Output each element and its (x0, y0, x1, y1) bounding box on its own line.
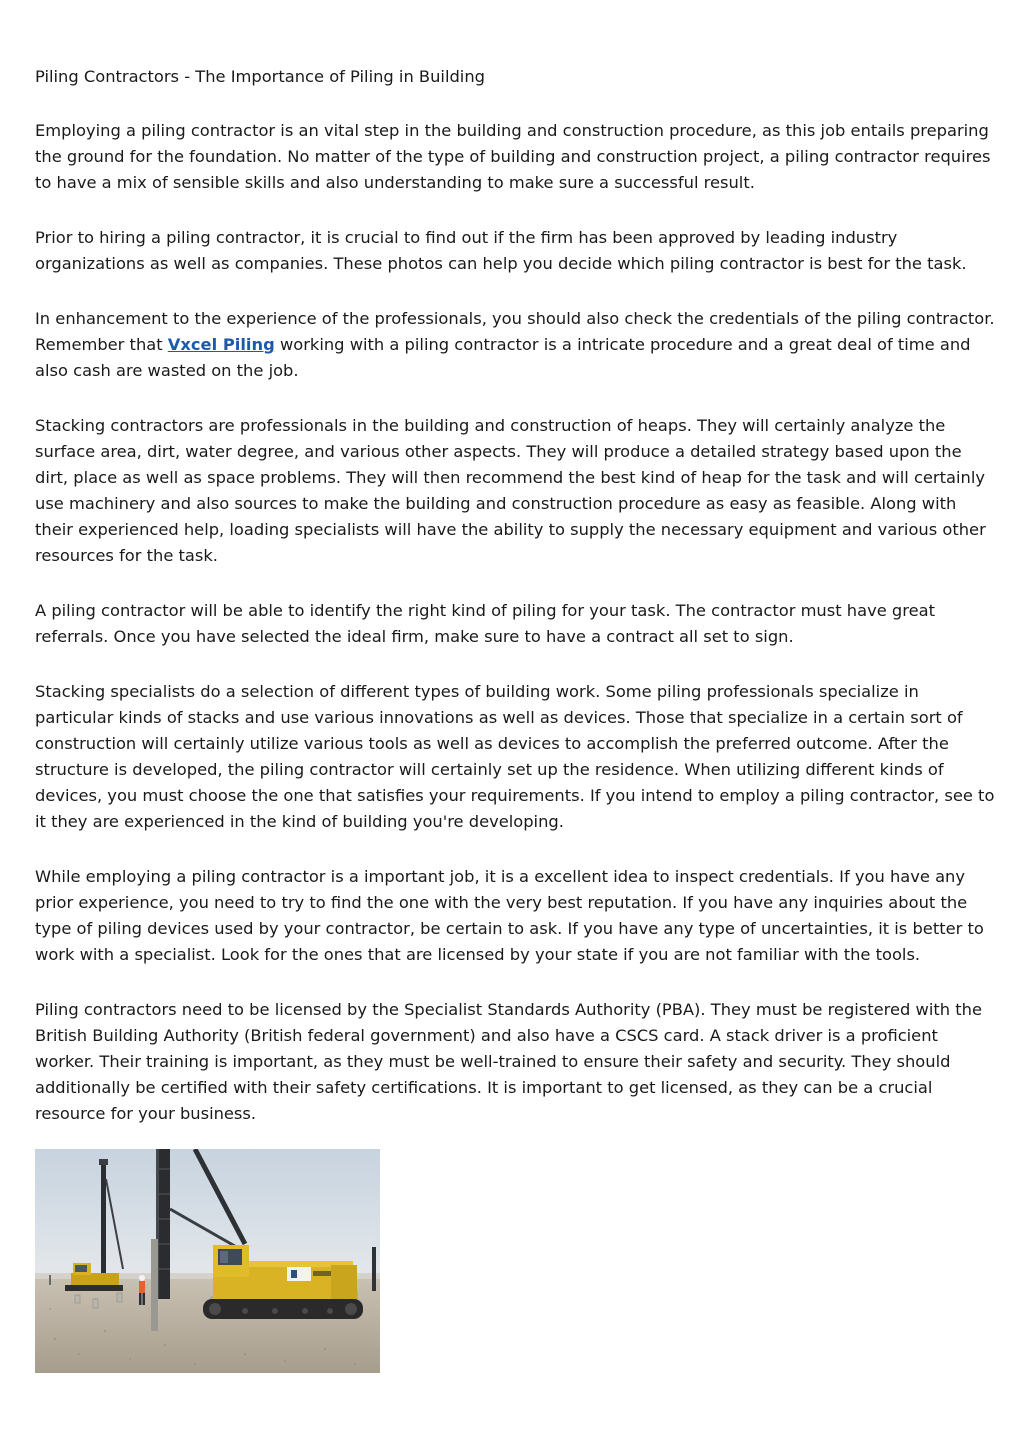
paragraph-6: Stacking specialists do a selection of different types of building work. Some piling professionals specialize in particular kinds of stacks and use various innovations as well as devices. Those that specialize in a certain sort of construction will certainly utilize various tools as well as devices to accomplish the preferred outcome. After the structure is developed, the piling contractor will certainly set up the residence. When utilizing different kinds of devices, you must choose the one that satisfies your requirements. If you intend to employ a piling contractor, see to it they are experienced in the kind of building you're developing. (35, 682, 995, 831)
paragraph-3-before: In enhancement to the experience of the professionals, you should also check the credentials of the piling contractor. Remember that (35, 309, 995, 354)
paragraph-7: While employing a piling contractor is a important job, it is a excellent idea to inspect credentials. If you have any prior experience, you need to try to find the one with the very best reputation. If you have any inquiries about the type of piling devices used by your contractor, be certain to ask. If you have any type of uncertainties, it is better to work with a specialist. Look for the ones that are licensed by your state if you are not familiar with the tools. (35, 867, 984, 964)
document-body (35, 64, 995, 1156)
paragraph-3 (35, 306, 995, 384)
paragraph-4: Stacking contractors are professionals in the building and construction of heaps. They will certainly analyze the surface area, dirt, water degree, and various other aspects. They will produce a detailed strategy based upon the dirt, place as well as space problems. They will then recommend the best kind of heap for the task and will certainly use machinery and also sources to make the building and construction procedure as easy as feasible. Along with their experienced help, loading specialists will have the ability to supply the necessary equipment and various other resources for the task. (35, 416, 986, 565)
paragraph-2: Prior to hiring a piling contractor, it is crucial to find out if the firm has been approved by leading industry organizations as well as companies. These photos can help you decide which piling contractor is best for the task. (35, 228, 967, 273)
paragraph-8: Piling contractors need to be licensed by the Specialist Standards Authority (PBA). They must be registered with the British Building Authority (British federal government) and also have a CSCS card. A stack driver is a proficient worker. Their training is important, as they must be well-trained to ensure their safety and security. They should additionally be certified with their safety certifications. It is important to get licensed, as they can be a crucial resource for your business. (35, 1000, 982, 1123)
paragraph-1: Employing a piling contractor is an vital step in the building and construction procedure, as this job entails preparing the ground for the foundation. No matter of the type of building and construction project, a piling contractor requires to have a mix of sensible skills and also understanding to make sure a successful result. (35, 121, 991, 192)
paragraph-3-after: working with a piling contractor is a intricate procedure and a great deal of time and also cash are wasted on the job. (35, 335, 971, 380)
piling-rig-photo (35, 1149, 380, 1373)
vxcel-piling-link[interactable]: Vxcel Piling (167, 335, 275, 354)
document-title: Piling Contractors - The Importance of Piling in Building (35, 67, 485, 86)
paragraph-5: A piling contractor will be able to identify the right kind of piling for your task. The contractor must have great referrals. Once you have selected the ideal firm, make sure to have a contract all set to sign. (35, 601, 935, 646)
